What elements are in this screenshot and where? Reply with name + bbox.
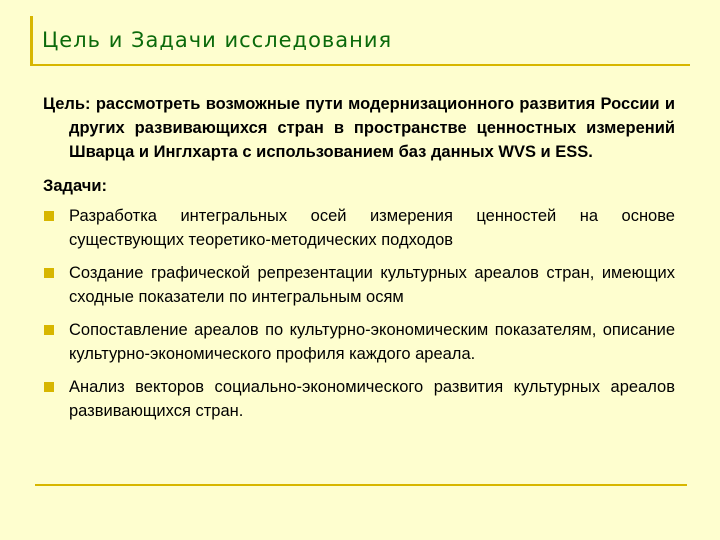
task-list — [43, 204, 675, 423]
square-bullet-icon — [44, 268, 54, 278]
task-text: Сопоставление ареалов по культурно-экономическим показателям, описание культурно-экономического профиля каждого ареала. — [69, 321, 675, 363]
square-bullet-icon — [44, 382, 54, 392]
slide-title: Цель и Задачи исследования — [42, 28, 393, 52]
goal-paragraph: Цель: рассмотреть возможные пути модернизационного развития России и других развивающихся стран в пространстве ценностных измерений Шварца и Инглхарта с использованием баз данных WVS и ESS. — [43, 95, 675, 161]
task-item — [43, 261, 675, 309]
title-bar — [30, 16, 690, 66]
task-item — [43, 375, 675, 423]
square-bullet-icon — [44, 211, 54, 221]
task-text: Анализ векторов социально-экономического развития культурных ареалов развивающихся стран. — [69, 378, 675, 420]
footer-rule — [35, 484, 687, 486]
task-item — [43, 204, 675, 252]
tasks-heading: Задачи: — [43, 177, 107, 195]
task-text: Создание графической репрезентации культурных ареалов стран, имеющих сходные показатели по интегральным осям — [69, 264, 675, 306]
title-left-rule — [30, 16, 33, 66]
task-text: Разработка интегральных осей измерения ценностей на основе существующих теоретико-методических подходов — [69, 207, 675, 249]
title-bottom-rule — [30, 64, 690, 66]
slide-content — [43, 92, 675, 432]
square-bullet-icon — [44, 325, 54, 335]
task-item — [43, 318, 675, 366]
